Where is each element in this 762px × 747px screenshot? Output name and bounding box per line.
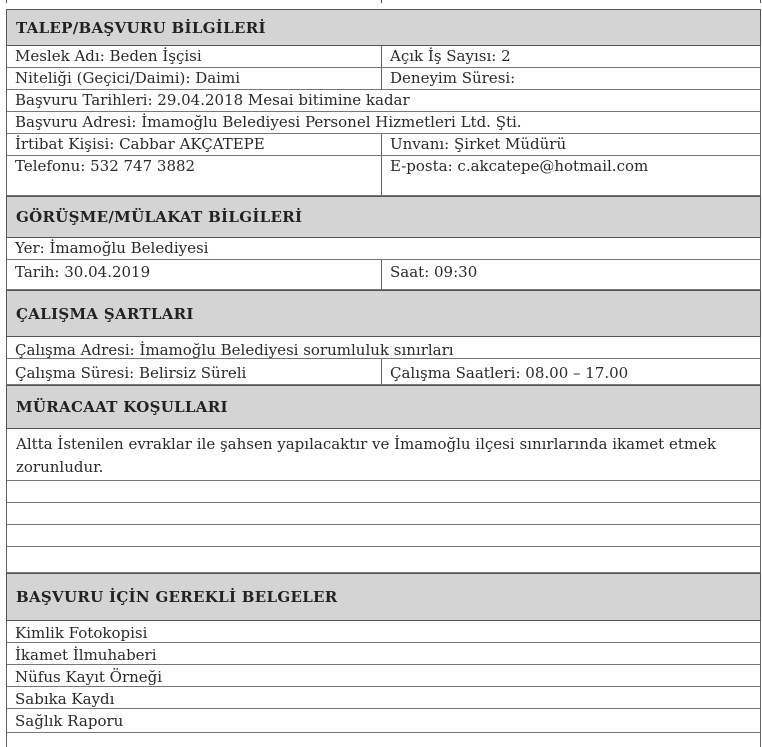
deneyim-cell: Deneyim Süresi: xyxy=(381,68,760,89)
table-row xyxy=(6,359,761,385)
list-item xyxy=(6,621,761,643)
belge-label: Sabıka Kaydı xyxy=(15,690,115,708)
table-row xyxy=(6,90,761,112)
section-title: MÜRACAAT KOŞULLARI xyxy=(16,398,228,416)
belge-label: Sağlık Raporu xyxy=(15,712,124,730)
section-header-talep xyxy=(6,9,761,46)
section-title: GÖRÜŞME/MÜLAKAT BİLGİLERİ xyxy=(16,208,303,226)
table-row xyxy=(6,337,761,359)
table-row xyxy=(6,238,761,260)
calisma-sure-cell: Çalışma Süresi: Belirsiz Süreli xyxy=(15,364,247,382)
table-row xyxy=(6,134,761,156)
tarih-cell: Tarih: 30.04.2019 xyxy=(15,263,151,281)
list-item xyxy=(6,687,761,709)
belge-label: Kimlik Fotokopisi xyxy=(15,624,148,642)
list-item xyxy=(6,709,761,733)
table-row xyxy=(6,260,761,290)
belge-label: İkamet İlmuhaberi xyxy=(15,646,157,664)
eposta-cell: E-posta: c.akcatepe@hotmail.com xyxy=(381,156,760,195)
list-item xyxy=(6,643,761,665)
application-form xyxy=(6,0,761,747)
telefon-cell: Telefonu: 532 747 3882 xyxy=(15,157,196,175)
saat-cell: Saat: 09:30 xyxy=(381,260,760,289)
section-header-muracaat xyxy=(6,385,761,429)
belge-label: Nüfus Kayıt Örneği xyxy=(15,668,163,686)
blank-row xyxy=(6,525,761,547)
irtibat-cell: İrtibat Kişisi: Cabbar AKÇATEPE xyxy=(15,135,265,153)
tarihler-cell: Başvuru Tarihleri: 29.04.2018 Mesai bitimine kadar xyxy=(15,91,410,109)
section-title: TALEP/BAŞVURU BİLGİLERİ xyxy=(16,18,266,37)
blank-row xyxy=(6,503,761,525)
calisma-adres-cell: Çalışma Adresi: İmamoğlu Belediyesi sorumluluk sınırları xyxy=(15,341,454,359)
blank-row xyxy=(6,547,761,573)
blank-row xyxy=(6,733,761,747)
muracaat-text: Altta İstenilen evraklar ile şahsen yapılacaktır ve İmamoğlu ilçesi sınırlarında ikamet etmek zorunludur. xyxy=(6,429,761,481)
meslek-cell: Meslek Adı: Beden İşçisi xyxy=(15,47,202,65)
table-row xyxy=(6,46,761,68)
table-row xyxy=(6,112,761,134)
acik-is-cell: Açık İş Sayısı: 2 xyxy=(381,46,760,67)
table-row xyxy=(6,68,761,90)
table-row xyxy=(6,156,761,196)
section-title: ÇALIŞMA ŞARTLARI xyxy=(16,304,194,323)
section-header-gorusme xyxy=(6,196,761,238)
yer-cell: Yer: İmamoğlu Belediyesi xyxy=(15,239,209,257)
list-item xyxy=(6,665,761,687)
section-header-calisma xyxy=(6,290,761,337)
top-border xyxy=(6,0,761,3)
unvan-cell: Unvanı: Şirket Müdürü xyxy=(381,134,760,155)
section-header-belgeler xyxy=(6,573,761,621)
section-title: BAŞVURU İÇİN GEREKLİ BELGELER xyxy=(16,588,338,606)
blank-row xyxy=(6,481,761,503)
adres-cell: Başvuru Adresi: İmamoğlu Belediyesi Personel Hizmetleri Ltd. Şti. xyxy=(15,113,522,131)
nitelik-cell: Niteliği (Geçici/Daimi): Daimi xyxy=(15,69,240,87)
calisma-saatleri-cell: Çalışma Saatleri: 08.00 – 17.00 xyxy=(381,359,760,384)
